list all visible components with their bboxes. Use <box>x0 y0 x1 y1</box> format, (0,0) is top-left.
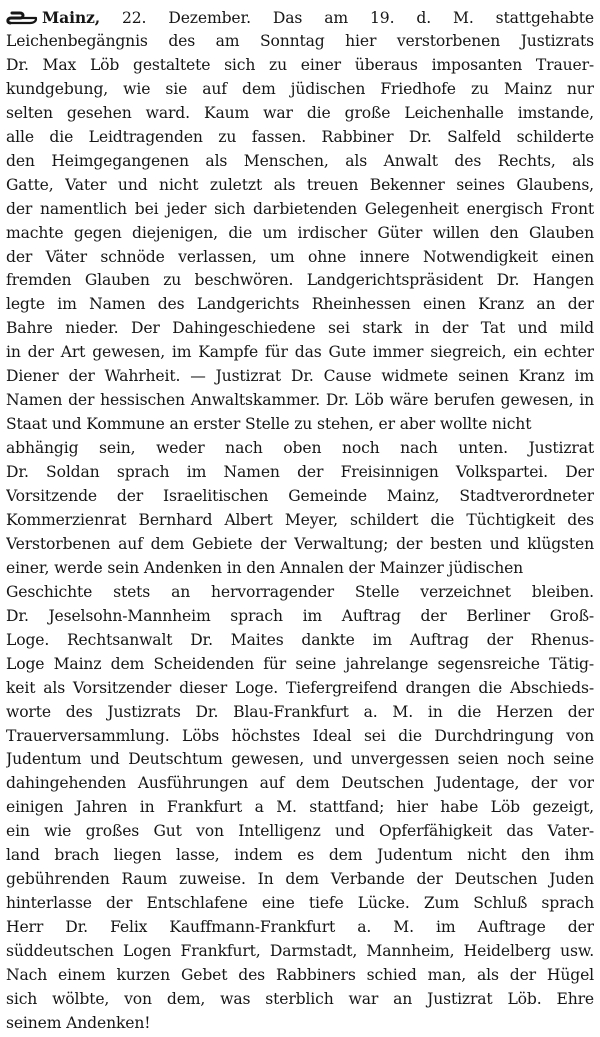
newspaper-article <box>6 4 594 1032</box>
article-text-line: Judentum und Deutschtum gewesen, und unvergessen seien noch seine <box>6 750 594 769</box>
article-text-line: legte im Namen des Landgerichts Rheinhessen einen Kranz an der <box>6 295 594 314</box>
article-text-line: selten gesehen ward. Kaum war die große Leichenhalle imstande, <box>6 103 594 122</box>
article-text-line: sich wölbte, von dem, was sterblich war an Justizrat Löb. Ehre <box>6 989 594 1008</box>
article-text-line: ein wie großes Gut von Intelligenz und Opferfähigkeit das Vater- <box>6 822 594 841</box>
article-text-line: einer, werde sein Andenken in den Annalen der Mainzer jüdischen <box>6 558 524 577</box>
article-text-line: Staat und Kommune an erster Stelle zu stehen, er aber wollte nicht <box>6 415 532 434</box>
article-text-line: Herr Dr. Felix Kauffmann-Frankfurt a. M. im Auftrage der <box>6 918 594 937</box>
article-first-line <box>6 4 594 31</box>
article-text-line: machte gegen diejenigen, die um irdischer Güter willen den Glauben <box>6 223 594 242</box>
article-text-line: worte des Justizrats Dr. Blau-Frankfurt a. M. in die Herzen der <box>6 702 594 721</box>
article-text-line: Loge. Rechtsanwalt Dr. Maites dankte im Auftrag der Rhenus- <box>6 630 594 649</box>
article-text-line: hinterlasse der Entschlafene eine tiefe Lücke. Zum Schluß sprach <box>6 894 594 913</box>
article-dateline-text: 22. Dezember. Das am 19. d. M. stattgehabte <box>100 9 594 27</box>
article-text-line: seinem Andenken! <box>6 1013 151 1032</box>
article-text-line: Diener der Wahrheit. — Justizrat Dr. Cause widmete seinen Kranz im <box>6 367 594 386</box>
article-text-line: Bahre nieder. Der Dahingeschiedene sei stark in der Tat und mild <box>6 319 594 338</box>
article-text-line: einigen Jahren in Frankfurt a M. stattfand; hier habe Löb gezeigt, <box>6 798 594 817</box>
article-text-line: Geschichte stets an hervorragender Stelle verzeichnet bleiben. <box>6 582 594 601</box>
article-text-line: süddeutschen Logen Frankfurt, Darmstadt, Mannheim, Heidelberg usw. <box>6 942 594 961</box>
article-text-line: Verstorbenen auf dem Gebiete der Verwaltung; der besten und klügsten <box>6 534 594 553</box>
article-text-line: der namentlich bei jeder sich darbietenden Gelegenheit energisch Front <box>6 199 594 218</box>
article-text-line: land brach liegen lasse, indem es dem Judentum nicht den ihm <box>6 846 594 865</box>
article-text-line: keit als Vorsitzender dieser Loge. Tiefergreifend drangen die Abschieds- <box>6 678 594 697</box>
article-text-line: Gatte, Vater und nicht zuletzt als treuen Bekenner seines Glaubens, <box>6 175 594 194</box>
article-text-line: der Väter schnöde verlassen, um ohne innere Notwendigkeit einen <box>6 247 594 266</box>
section-mark-icon <box>6 10 40 28</box>
article-text-line: gebührenden Raum zuweise. In dem Verbande der Deutschen Juden <box>6 870 594 889</box>
article-text-line: Loge Mainz dem Scheidenden für seine jahrelange segensreiche Tätig- <box>6 654 594 673</box>
article-text-line: Kommerzienrat Bernhard Albert Meyer, schildert die Tüchtigkeit des <box>6 510 594 529</box>
article-text-line: alle die Leidtragenden zu fassen. Rabbiner Dr. Salfeld schilderte <box>6 127 594 146</box>
article-text-line: den Heimgegangenen als Menschen, als Anwalt des Rechts, als <box>6 151 594 170</box>
article-text-line: abhängig sein, weder nach oben noch nach unten. Justizrat <box>6 439 594 458</box>
article-text-line: fremden Glauben zu beschwören. Landgerichtspräsident Dr. Hangen <box>6 271 594 290</box>
article-text-line: Leichenbegängnis des am Sonntag hier verstorbenen Justizrats <box>6 31 594 50</box>
article-text-line: Trauerversammlung. Löbs höchstes Ideal sei die Durchdringung von <box>6 726 594 745</box>
article-text-line: Nach einem kurzen Gebet des Rabbiners schied man, als der Hügel <box>6 966 594 984</box>
article-text-line: in der Art gewesen, im Kampfe für das Gute immer siegreich, ein echter <box>6 343 594 362</box>
article-text-line: Dr. Soldan sprach im Namen der Freisinnigen Volkspartei. Der <box>6 463 594 482</box>
article-text-line: Vorsitzende der Israelitischen Gemeinde Mainz, Stadtverordneter <box>6 487 594 505</box>
article-text-line: Dr. Max Löb gestaltete sich zu einer überaus imposanten Trauer- <box>6 55 594 74</box>
article-text-line: dahingehenden Ausführungen auf dem Deutschen Judentage, der vor <box>6 774 594 793</box>
article-dateline-place: Mainz, <box>42 8 101 27</box>
article-text-line: Namen der hessischen Anwaltskammer. Dr. Löb wäre berufen gewesen, in <box>6 391 594 410</box>
article-text-line: Dr. Jeselsohn-Mannheim sprach im Auftrag der Berliner Groß- <box>6 606 594 625</box>
article-text-line: kundgebung, wie sie auf dem jüdischen Friedhofe zu Mainz nur <box>6 79 594 98</box>
